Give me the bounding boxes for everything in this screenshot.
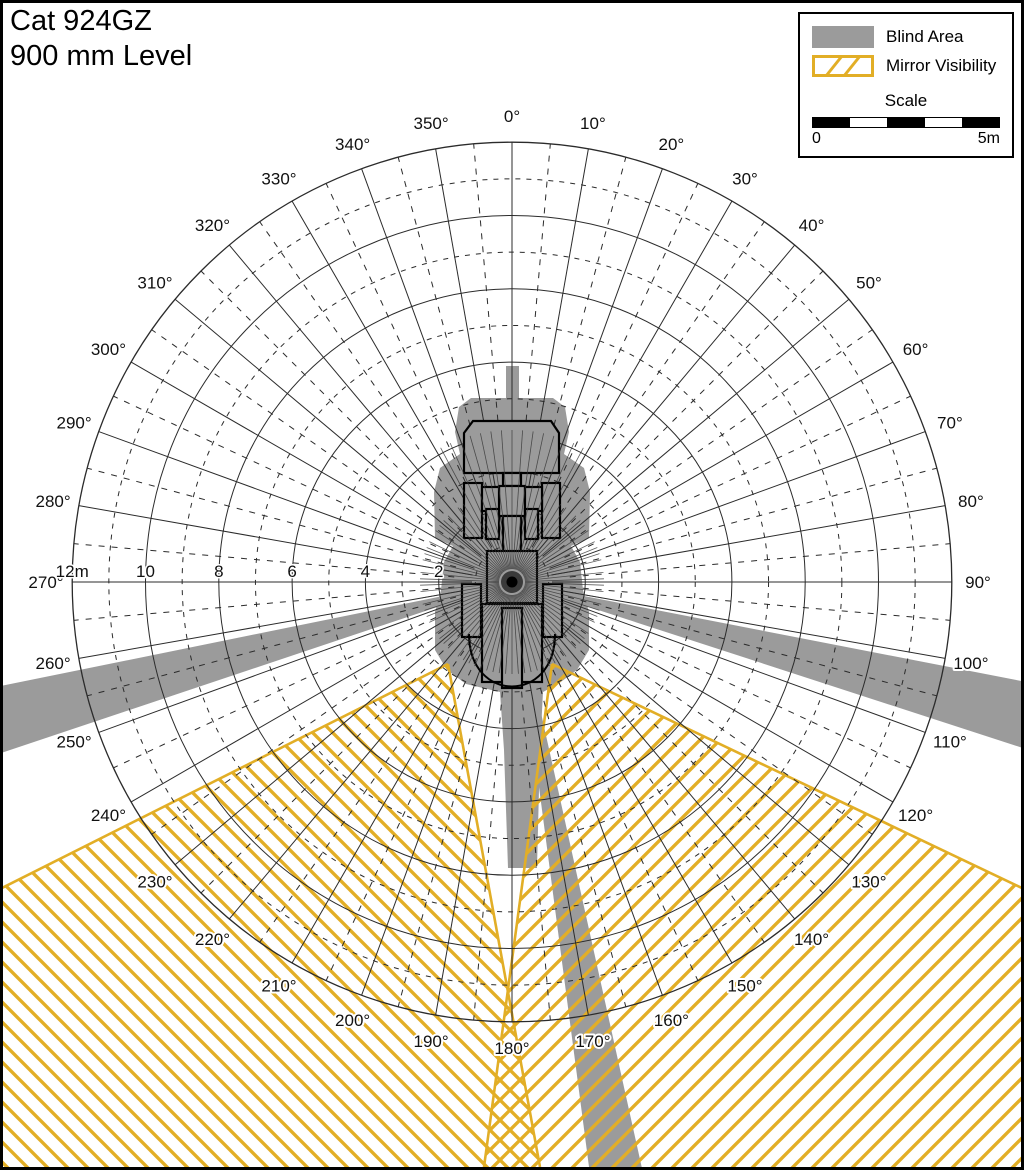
grid-spoke-40deg bbox=[538, 245, 795, 551]
radial-label-2: 2 bbox=[433, 562, 444, 581]
scale-bar bbox=[812, 117, 1000, 128]
degree-label-100: 100° bbox=[953, 653, 989, 673]
degree-label-250: 250° bbox=[56, 732, 92, 752]
degree-label-20: 20° bbox=[658, 135, 685, 155]
grid-spoke-55deg bbox=[560, 330, 873, 549]
degree-label-90: 90° bbox=[965, 573, 991, 592]
grid-spoke-25deg bbox=[537, 183, 698, 529]
radial-label-4: 4 bbox=[360, 562, 371, 581]
grid-spoke-275deg bbox=[74, 544, 454, 577]
chart-title bbox=[10, 4, 192, 75]
scale-bar-segment bbox=[963, 118, 999, 127]
radial-label-10: 10 bbox=[136, 562, 155, 581]
grid-spoke-335deg bbox=[326, 183, 487, 529]
legend-box bbox=[798, 12, 1014, 158]
degree-label-330: 330° bbox=[261, 169, 297, 189]
degree-label-40: 40° bbox=[798, 216, 825, 236]
degree-label-260: 260° bbox=[35, 653, 71, 673]
degree-label-320: 320° bbox=[194, 216, 231, 236]
title-machine-model: Cat 924GZ bbox=[10, 5, 152, 37]
scale-bar-segment bbox=[813, 118, 849, 127]
degree-label-70: 70° bbox=[937, 413, 963, 433]
degree-label-230: 230° bbox=[137, 872, 173, 892]
degree-label-350: 350° bbox=[413, 114, 449, 134]
scale-bar-segment bbox=[849, 118, 887, 127]
scale-bar-labels bbox=[812, 130, 1000, 148]
scale-max-label: 5m bbox=[977, 130, 1000, 147]
blind-area-label: Blind Area bbox=[886, 27, 964, 46]
radial-label-8: 8 bbox=[214, 562, 224, 581]
degree-label-150: 150° bbox=[727, 976, 763, 996]
degree-label-120: 120° bbox=[897, 806, 934, 825]
title-level: 900 mm Level bbox=[10, 40, 193, 73]
degree-label-300: 300° bbox=[90, 340, 127, 359]
legend-row-blind bbox=[812, 26, 1000, 48]
eye-point bbox=[507, 577, 518, 588]
grid-spoke-65deg bbox=[565, 396, 911, 557]
degree-label-180: 180° bbox=[494, 1039, 530, 1058]
degree-label-210: 210° bbox=[261, 976, 297, 996]
grid-spoke-315deg bbox=[201, 271, 471, 541]
grid-spoke-320deg bbox=[229, 245, 486, 551]
mirror-visibility-swatch bbox=[812, 55, 874, 77]
grid-spoke-310deg bbox=[175, 299, 481, 556]
degree-label-310: 310° bbox=[137, 273, 173, 293]
blind-area-swatch bbox=[812, 26, 874, 48]
legend-row-mirror bbox=[812, 55, 1000, 77]
degree-label-170: 170° bbox=[575, 1031, 611, 1051]
grid-spoke-50deg bbox=[543, 299, 849, 556]
degree-label-140: 140° bbox=[793, 929, 830, 949]
degree-label-240: 240° bbox=[90, 806, 127, 825]
degree-label-280: 280° bbox=[35, 492, 71, 512]
degree-label-200: 200° bbox=[335, 1010, 371, 1030]
grid-spoke-80deg bbox=[551, 506, 945, 575]
degree-label-340: 340° bbox=[335, 135, 371, 155]
degree-label-0: 0° bbox=[503, 107, 521, 126]
scale-min-label: 0 bbox=[812, 130, 821, 147]
degree-label-110: 110° bbox=[932, 732, 967, 752]
grid-spoke-35deg bbox=[545, 222, 764, 535]
degree-label-130: 130° bbox=[851, 872, 887, 892]
grid-spoke-295deg bbox=[113, 396, 459, 557]
scale-bar-segment bbox=[924, 118, 962, 127]
scale-title: Scale bbox=[884, 91, 928, 110]
degree-label-50: 50° bbox=[856, 273, 882, 293]
degree-label-290: 290° bbox=[56, 413, 92, 433]
degree-label-190: 190° bbox=[413, 1031, 449, 1051]
grid-spoke-305deg bbox=[152, 330, 465, 549]
degree-label-80: 80° bbox=[958, 492, 984, 512]
radial-label-6: 6 bbox=[287, 562, 297, 581]
degree-label-10: 10° bbox=[580, 114, 606, 134]
radial-label-12m: 12m bbox=[55, 562, 89, 581]
degree-label-270: 270° bbox=[28, 573, 64, 592]
grid-spoke-85deg bbox=[570, 544, 950, 577]
grid-spoke-325deg bbox=[260, 222, 479, 535]
mirror-visibility-label: Mirror Visibility bbox=[886, 56, 997, 75]
degree-label-60: 60° bbox=[902, 340, 929, 359]
degree-label-30: 30° bbox=[732, 169, 758, 189]
degree-label-160: 160° bbox=[653, 1010, 689, 1030]
grid-spoke-45deg bbox=[553, 271, 823, 541]
degree-label-220: 220° bbox=[194, 929, 231, 949]
scale-bar-segment bbox=[888, 118, 924, 127]
